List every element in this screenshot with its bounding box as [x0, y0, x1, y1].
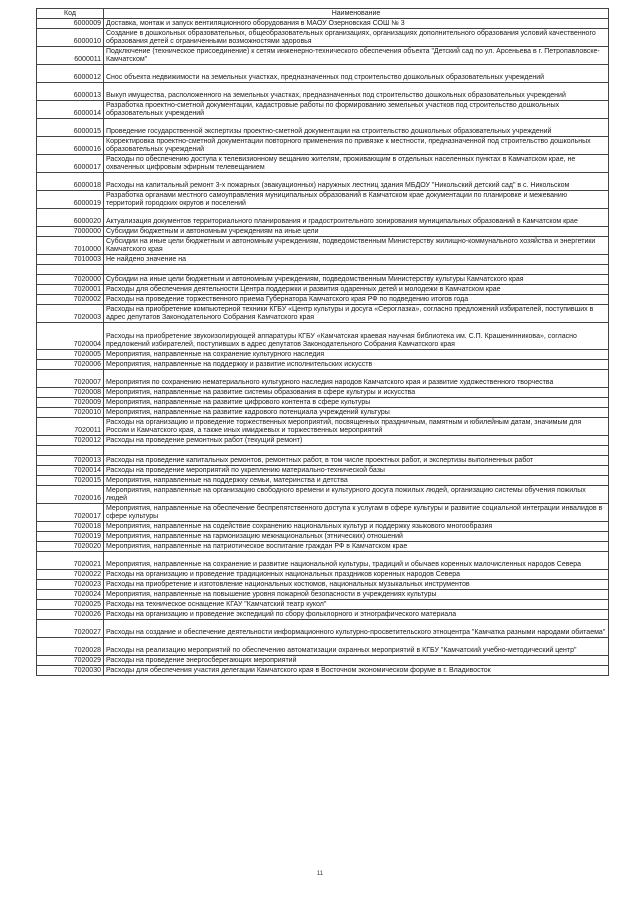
row-code: 7020013 [37, 456, 104, 466]
table-row [37, 610, 609, 620]
row-code: 7020010 [37, 408, 104, 418]
table-row [37, 580, 609, 590]
table-row [37, 155, 609, 173]
table-row [37, 370, 609, 388]
table-row [37, 656, 609, 666]
table-row [37, 466, 609, 476]
row-name: Мероприятия, направленные на поддержку и развитие исполнительских искусств [104, 360, 609, 370]
row-code: 7020004 [37, 323, 104, 350]
table-row [37, 552, 609, 570]
row-code: 7010003 [37, 255, 104, 265]
row-name: Создание в дошкольных образовательных, общеобразовательных организациях, организациях дополнительного образования условий качественного образования детей с ограниченными возможностями здоровья [104, 29, 609, 47]
row-name: Расходы на техническое оснащение КГАУ "Камчатский театр кукол" [104, 600, 609, 610]
row-code: 7020006 [37, 360, 104, 370]
row-name: Расходы на организацию и проведение традиционных национальных праздников коренных народов Севера [104, 570, 609, 580]
row-code: 6000013 [37, 83, 104, 101]
row-name: Мероприятия, направленные на развитие цифрового контента в сфере культуры [104, 398, 609, 408]
row-name: Не найдено значение на [104, 255, 609, 265]
row-code: 7020005 [37, 350, 104, 360]
row-name [104, 265, 609, 275]
table-row [37, 237, 609, 255]
row-code: 7020030 [37, 666, 104, 676]
row-code: 7020025 [37, 600, 104, 610]
row-name: Проведение государственной экспертизы проектно-сметной документации на строительство дошкольных образовательных учреждений [104, 119, 609, 137]
row-code: 7010000 [37, 237, 104, 255]
row-name: Субсидии на иные цели бюджетным и автономным учреждениям, подведомственным Министерству жилищно-коммунального хозяйства и энергетики Камчатского края [104, 237, 609, 255]
row-code: 7020011 [37, 418, 104, 436]
row-code: 7020003 [37, 305, 104, 323]
row-name: Мероприятия, направленные на содействие сохранению национальных культур и поддержку языкового многообразия [104, 522, 609, 532]
row-code [37, 446, 104, 456]
row-name: Расходы на проведение энергосберегающих мероприятий [104, 656, 609, 666]
row-code: 7020002 [37, 295, 104, 305]
row-code: 6000018 [37, 173, 104, 191]
table-row [37, 275, 609, 285]
code-table [36, 8, 609, 676]
table-row [37, 285, 609, 295]
row-code: 7020014 [37, 466, 104, 476]
row-name: Мероприятия, направленные на развитие кадрового потенциала учреждений культуры [104, 408, 609, 418]
table-row [37, 65, 609, 83]
row-code: 7020007 [37, 370, 104, 388]
table-row [37, 456, 609, 466]
row-name: Расходы на организацию и проведение торжественных мероприятий, посвященных праздничным, памятным и юбилейным датам, значимым для России и Камчатского края, а также иных имиджевых и торжественных мероприятий [104, 418, 609, 436]
row-name: Расходы для обеспечения деятельности Центра поддержки и развития одаренных детей и молодежи в Камчатском крае [104, 285, 609, 295]
row-name: Расходы на организацию и проведение экспедиций по сбору фольклорного и этнографического материала [104, 610, 609, 620]
table-row [37, 532, 609, 542]
row-code: 7020015 [37, 476, 104, 486]
table-row [37, 486, 609, 504]
row-name: Субсидии на иные цели бюджетным и автономным учреждениям, подведомственным Министерству культуры Камчатского края [104, 275, 609, 285]
table-row [37, 19, 609, 29]
row-code: 7020024 [37, 590, 104, 600]
row-name: Расходы на проведение капитальных ремонтов, ремонтных работ, в том числе проектных работ, и экспертизы выполненных работ [104, 456, 609, 466]
row-code [37, 265, 104, 275]
row-code: 6000016 [37, 137, 104, 155]
row-name: Мероприятия, направленные на развитие системы образования в сфере культуры и искусства [104, 388, 609, 398]
row-name: Расходы на приобретение компьютерной техники КГБУ «Центр культуры и досуга «Сероглазка», согласно предложений избирателей, поступивших в адрес депутатов Законодательного Собрания Камчатского края [104, 305, 609, 323]
row-code: 7020026 [37, 610, 104, 620]
document-sheet [36, 8, 608, 676]
table-row [37, 476, 609, 486]
row-name: Мероприятия, направленные на гармонизацию межнациональных (этнических) отношений [104, 532, 609, 542]
row-code: 6000017 [37, 155, 104, 173]
table-row [37, 418, 609, 436]
table-row [37, 295, 609, 305]
header-code: Код [37, 9, 104, 19]
row-code: 7020028 [37, 638, 104, 656]
table-row [37, 638, 609, 656]
row-name: Мероприятия, направленные на обеспечение беспрепятственного доступа к услугам в сфере культуры и развитие социальной интеграции инвалидов в сфере культуры [104, 504, 609, 522]
row-code: 7020009 [37, 398, 104, 408]
row-name: Мероприятия, направленные на поддержку семьи, материнства и детства [104, 476, 609, 486]
table-row [37, 255, 609, 265]
row-code: 6000011 [37, 47, 104, 65]
row-code: 7000000 [37, 227, 104, 237]
row-name: Подключение (техническое присоединение) к сетям инженерно-технического обеспечения объекта "Детский сад по ул. Арсеньева в г. Петропавловске-Камчатском" [104, 47, 609, 65]
row-name: Расходы для обеспечения участия делегации Камчатского края в Восточном экономическом форуме в г. Владивосток [104, 666, 609, 676]
row-code: 7020019 [37, 532, 104, 542]
row-code: 7020022 [37, 570, 104, 580]
row-name: Разработка органами местного самоуправления муниципальных образований в Камчатском крае документации по планировке и межеванию территорий городских округов и поселений [104, 191, 609, 209]
row-name: Выкуп имущества, расположенного на земельных участках, предназначенных под строительство дошкольных образовательных учреждений [104, 83, 609, 101]
row-name: Расходы на проведение мероприятий по укреплению материально-технической базы [104, 466, 609, 476]
row-code: 7020000 [37, 275, 104, 285]
row-code: 7020027 [37, 620, 104, 638]
row-code: 6000015 [37, 119, 104, 137]
table-row [37, 101, 609, 119]
table-row [37, 590, 609, 600]
table-row [37, 119, 609, 137]
row-code: 7020021 [37, 552, 104, 570]
table-row [37, 227, 609, 237]
table-row [37, 408, 609, 418]
table-row [37, 265, 609, 275]
table-row [37, 305, 609, 323]
table-row [37, 522, 609, 532]
table-row [37, 446, 609, 456]
row-code: 7020001 [37, 285, 104, 295]
row-code: 7020008 [37, 388, 104, 398]
row-name: Расходы на приобретение звукоизолирующей аппаратуры КГБУ «Камчатская краевая научная библиотека им. С.П. Крашенинникова», согласно предложений избирателей, поступивших в адрес депутатов Законодательного Собрания Камчатского края [104, 323, 609, 350]
row-name: Актуализация документов территориального планирования и градостроительного зонирования муниципальных образований в Камчатском крае [104, 209, 609, 227]
row-name: Мероприятия по сохранению нематериального культурного наследия народов Камчатского края и развитие художественного творчества [104, 370, 609, 388]
row-code: 7020016 [37, 486, 104, 504]
table-header-row [37, 9, 609, 19]
row-name: Расходы на капитальный ремонт 3-х пожарных (эвакуационных) наружных лестниц здания МБДОУ "Никольский детский сад" в с. Никольском [104, 173, 609, 191]
table-row [37, 388, 609, 398]
table-row [37, 666, 609, 676]
table-row [37, 436, 609, 446]
table-row [37, 600, 609, 610]
row-name: Доставка, монтаж и запуск вентиляционного оборудования в МАОУ Озерновская СОШ № 3 [104, 19, 609, 29]
row-code: 7020020 [37, 542, 104, 552]
table-row [37, 191, 609, 209]
row-name: Корректировка проектно-сметной документации повторного применения по привязке к местности, предназначенной под строительство дошкольных образовательных учреждений [104, 137, 609, 155]
table-row [37, 47, 609, 65]
row-name: Расходы на проведение торжественного приема Губернатора Камчатского края РФ по подведению итогов года [104, 295, 609, 305]
header-name: Наименование [104, 9, 609, 19]
table-row [37, 504, 609, 522]
row-code: 6000009 [37, 19, 104, 29]
table-row [37, 137, 609, 155]
page-number: 11 [316, 871, 324, 877]
row-name: Расходы на приобретение и изготовление национальных костюмов, национальных музыкальных инструментов [104, 580, 609, 590]
row-code: 7020017 [37, 504, 104, 522]
row-name: Разработка проектно-сметной документации, кадастровые работы по формированию земельных участков под строительство дошкольных образовательных учреждений [104, 101, 609, 119]
row-code: 7020029 [37, 656, 104, 666]
row-code: 6000020 [37, 209, 104, 227]
table-row [37, 173, 609, 191]
row-name: Мероприятия, направленные на патриотическое воспитание граждан РФ в Камчатском крае [104, 542, 609, 552]
row-name: Снос объекта недвижимости на земельных участках, предназначенных под строительство дошкольных образовательных учреждений [104, 65, 609, 83]
row-code: 6000019 [37, 191, 104, 209]
row-name: Мероприятия, направленные на сохранение и развитие национальной культуры, традиций и обычаев коренных малочисленных народов Севера [104, 552, 609, 570]
table-row [37, 323, 609, 350]
row-code: 6000012 [37, 65, 104, 83]
row-name: Расходы на реализацию мероприятий по обеспечению автоматизации охранных мероприятий в КГБУ "Камчатский учебно-методический центр" [104, 638, 609, 656]
table-row [37, 398, 609, 408]
table-row [37, 29, 609, 47]
table-row [37, 350, 609, 360]
row-name: Мероприятия, направленные на повышение уровня пожарной безопасности в учреждениях культуры [104, 590, 609, 600]
row-name: Расходы на создание и обеспечение деятельности информационного культурно-просветительского этноцентра "Камчатка разными народами обитаема" [104, 620, 609, 638]
row-name: Мероприятия, направленные на организацию свободного времени и культурного досуга пожилых людей, организацию системы обучения пожилых людей [104, 486, 609, 504]
row-code: 6000010 [37, 29, 104, 47]
row-code: 6000014 [37, 101, 104, 119]
row-name: Субсидии бюджетным и автономным учреждениям на иные цели [104, 227, 609, 237]
row-code: 7020023 [37, 580, 104, 590]
table-row [37, 570, 609, 580]
row-code: 7020012 [37, 436, 104, 446]
row-name [104, 446, 609, 456]
table-row [37, 360, 609, 370]
row-name: Расходы по обеспечению доступа к телевизионному вещанию жителям, проживающим в отдельных населенных пунктах в Камчатском крае, не охваченных цифровым эфирным телевещанием [104, 155, 609, 173]
row-code: 7020018 [37, 522, 104, 532]
table-body [37, 19, 609, 676]
table-row [37, 209, 609, 227]
table-row [37, 542, 609, 552]
table-row [37, 83, 609, 101]
table-row [37, 620, 609, 638]
row-name: Расходы на проведение ремонтных работ (текущий ремонт) [104, 436, 609, 446]
row-name: Мероприятия, направленные на сохранение культурного наследия [104, 350, 609, 360]
